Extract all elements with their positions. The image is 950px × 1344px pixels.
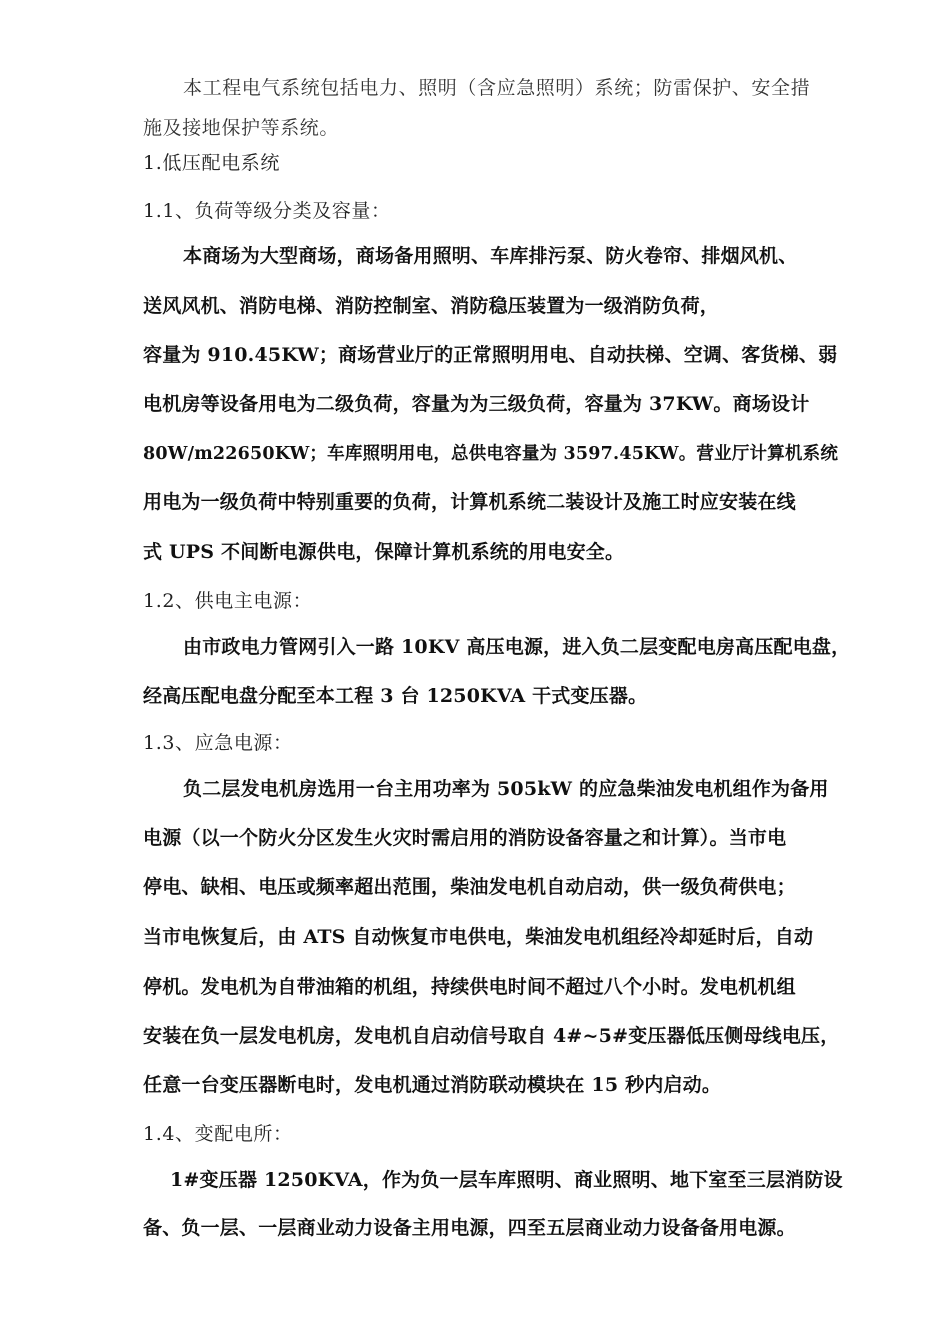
subsection-heading-1-2: 1.2、供电主电源： [143,590,313,612]
paragraph-line: 当市电恢复后，由 ATS 自动恢复市电供电，柴油发电机组经冷却延时后，自动 [143,926,814,948]
intro-line-1: 本工程电气系统包括电力、照明（含应急照明）系统；防雷保护、安全措 [183,77,811,99]
paragraph-line: 停电、缺相、电压或频率超出范围，柴油发电机自动启动，供一级负荷供电； [143,876,796,898]
paragraph-line: 电源（以一个防火分区发生火灾时需启用的消防设备容量之和计算）。当市电 [143,827,787,849]
subsection-heading-1-3: 1.3、应急电源： [143,732,293,754]
paragraph-line: 本商场为大型商场，商场备用照明、车库排污泵、防火卷帘、排烟风机、 [183,245,798,267]
intro-line-2: 施及接地保护等系统。 [143,117,340,139]
paragraph-line: 安装在负一层发电机房，发电机自启动信号取自 4#~5#变压器低压侧母线电压， [143,1025,840,1047]
paragraph-line: 备、负一层、一层商业动力设备主用电源，四至五层商业动力设备备用电源。 [143,1217,796,1239]
paragraph-line: 80W/m22650KW；车库照明用电，总供电容量为 3597.45KW。营业厅计算机系统 [143,444,839,464]
paragraph-line: 停机。发电机为自带油箱的机组，持续供电时间不超过八个小时。发电机机组 [143,976,796,998]
paragraph-line: 1#变压器 1250KVA，作为负一层车库照明、商业照明、地下室至三层消防设 [170,1169,843,1191]
paragraph-line: 由市政电力管网引入一路 10KV 高压电源，进入负二层变配电房高压配电盘， [183,636,851,658]
paragraph-line: 经高压配电盘分配至本工程 3 台 1250KVA 干式变压器。 [143,685,648,707]
section-heading-1: 1.低压配电系统 [143,152,280,174]
paragraph-line: 电机房等设备用电为二级负荷，容量为为三级负荷，容量为 37KW。商场设计 [143,393,810,415]
paragraph-line: 任意一台变压器断电时，发电机通过消防联动模块在 15 秒内启动。 [143,1074,722,1096]
paragraph-line: 送风风机、消防电梯、消防控制室、消防稳压装置为一级消防负荷， [143,295,720,317]
subsection-heading-1-4: 1.4、变配电所： [143,1123,293,1145]
paragraph-line: 负二层发电机房选用一台主用功率为 505kW 的应急柴油发电机组作为备用 [183,778,829,800]
paragraph-line: 式 UPS 不间断电源供电，保障计算机系统的用电安全。 [143,541,625,563]
paragraph-line: 容量为 910.45KW；商场营业厅的正常照明用电、自动扶梯、空调、客货梯、弱 [143,344,838,366]
subsection-heading-1-1: 1.1、负荷等级分类及容量： [143,200,391,222]
paragraph-line: 用电为一级负荷中特别重要的负荷，计算机系统二装设计及施工时应安装在线 [143,491,796,513]
